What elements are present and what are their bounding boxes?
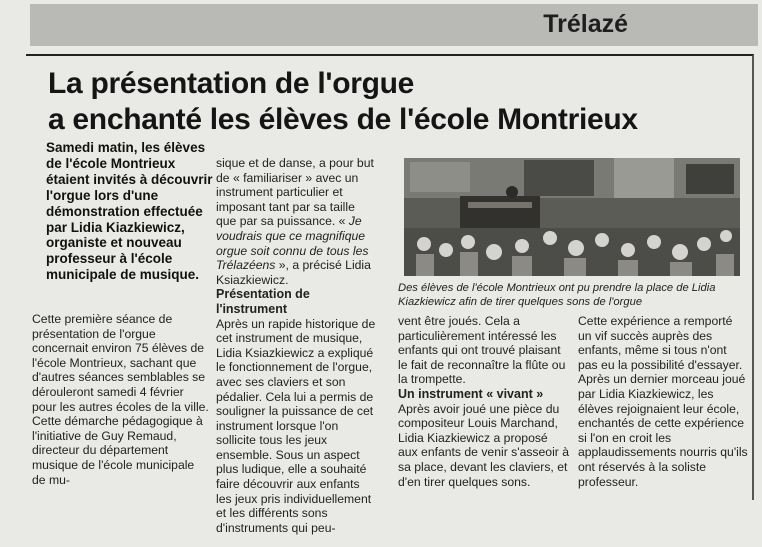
column-3-paragraph-2: Après avoir joué une pièce du compositeur Louis Marchand, Lidia Kiazkiewicz a proposé aux enfants de venir s'asseoir à sa place, devant les claviers, et d'en tirer quelques sons. [398,401,570,489]
photo-organ-children [404,158,740,276]
section-header [30,4,758,46]
section-title: Trélazé [543,10,628,38]
column-4 [578,314,748,489]
photo-caption: Des élèves de l'école Montrieux ont pu prendre la place de Lidia Kiazkiewicz afin de tirer quelques sons de l'orgue [398,282,716,309]
organist-quote: Je voudrais que ce magnifique orgue soit connu de tous les Trélazéens [216,214,369,273]
subhead-instrument: Présentation de l'instrument [216,287,310,316]
article-lead: Samedi matin, les élèves de l'école Montrieux étaient invités à découvrir l'orgue lors d'une démonstration effectuée par Lidia Kiazkiewicz, organiste et nouveau professeur à l'école municipale de musique. [46,140,213,283]
article-photo [404,158,740,276]
subhead-instrument-vivant: Un instrument « vivant » [398,386,544,401]
headline-line-1: La présentation de l'orgue [48,67,415,100]
column-3 [398,314,570,489]
article-headline [48,66,738,138]
column-4-text: Cette expérience a remporté un vif succès auprès des enfants, même si tous n'ont pas eu la possibilité d'essayer. Après un dernier morceau joué par Lidia Kiazkiewicz, les élèves rejoignaient leur école, enchantés de cette expérience si l'on en croit les applaudissements nourris qu'ils ont réservés à la soliste professeur. [578,314,748,489]
column-2-paragraph-2: Après un rapide historique de cet instrument de musique, Lidia Ksiazkiewicz a expliqué le fonctionnement de l'orgue, avec ses claviers et son pédalier. Cela lui a permis de souligner la puissance de cet instrument lorsque l'on sollicite tous les jeux ensemble. Sous un aspect plus ludique, elle a souhaité faire découvrir aux enfants les jeux pris individuellement et les différents sons d'instruments qui peu- [216,316,376,535]
column-2-paragraph-1 [216,156,376,287]
column-2-text-a: sique et de danse, a pour but de « familiariser » avec un instrument particulier et imposant tant par sa taille que par sa puissance. « [216,156,374,229]
column-3-paragraph-1: vent être joués. Cela a particulièrement intéressé les enfants qui ont trouvé plaisant le fait de reconnaître la flûte ou la trompette. [398,314,566,387]
column-1-text: Cette première séance de présentation de l'orgue concernait environ 75 élèves de l'école Montrieux, sachant que d'autres séances semblables se dérouleront samedi 4 février pour les autres écoles de la ville. Cette démarche pédagogique à l'initiative de Guy Remaud, directeur du département musique de l'école municipale de mu- [32,312,209,487]
column-1 [32,312,210,487]
column-2 [216,156,376,535]
column-2-text-b: », a précisé Lidia Ksiazkiewicz. [216,258,371,287]
headline-line-2: a enchanté les élèves de l'école Montrieux [48,103,638,136]
